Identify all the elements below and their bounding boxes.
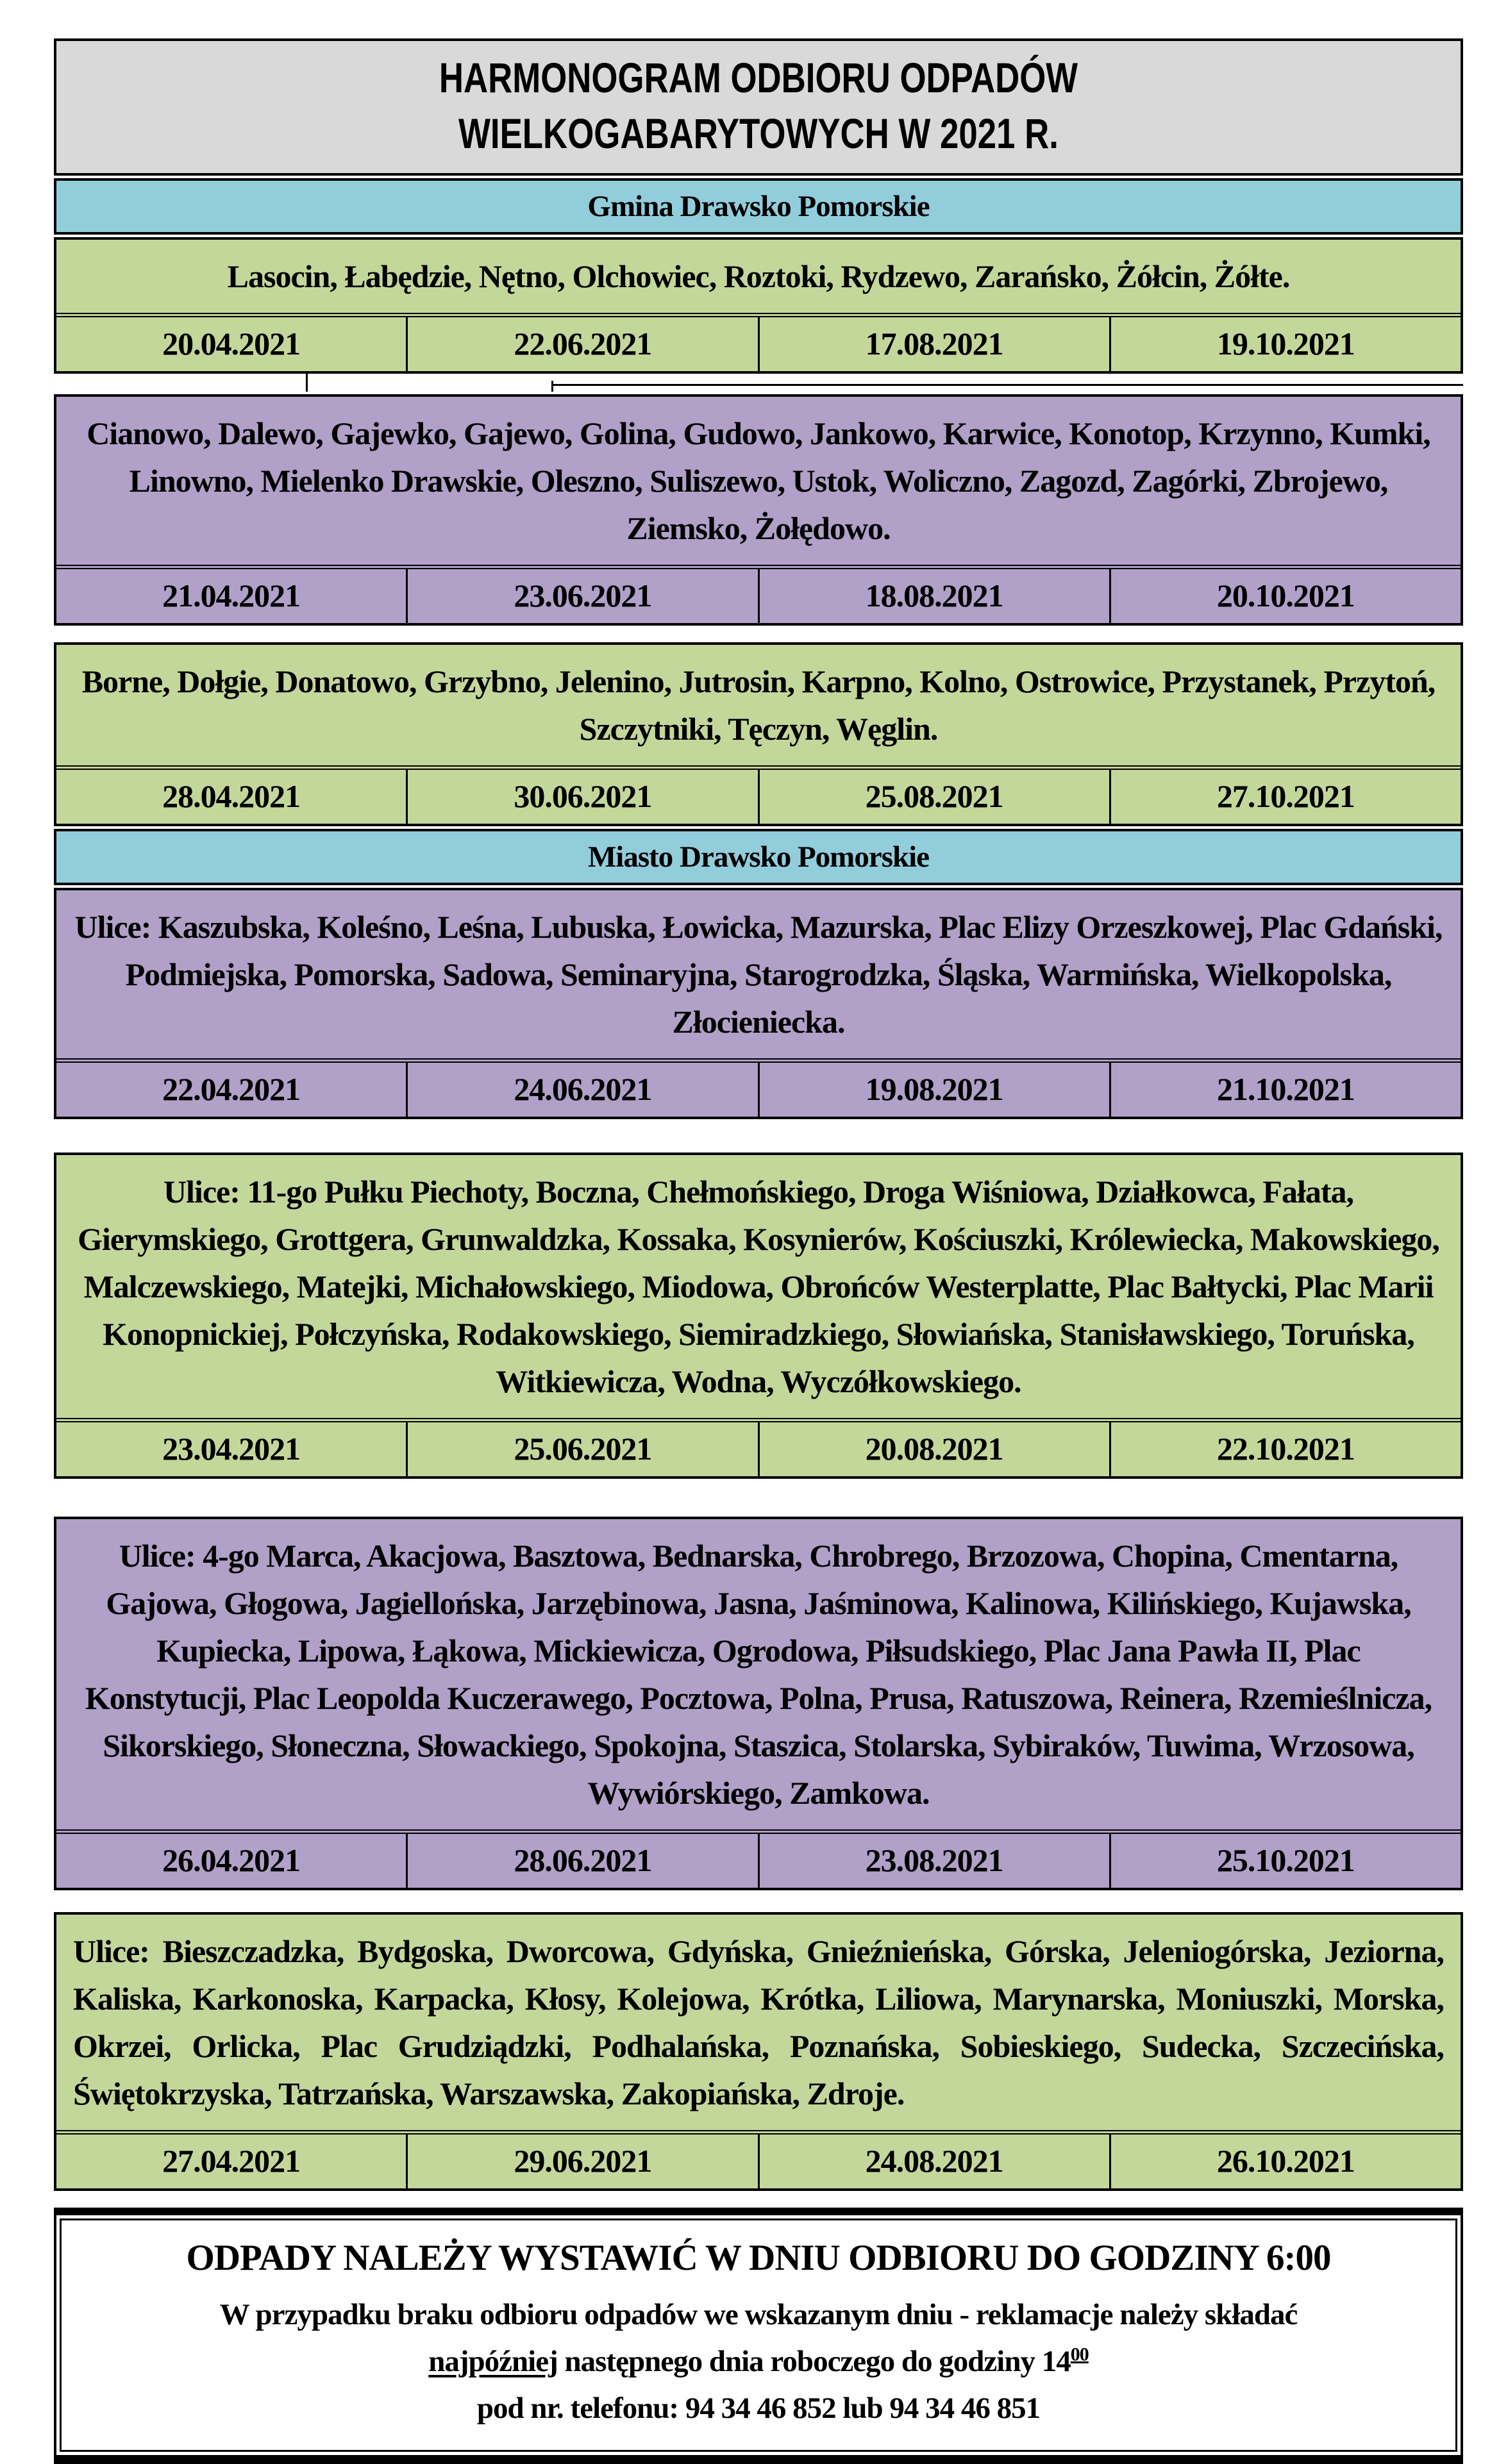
date-cell: 20.08.2021 (758, 1422, 1109, 1476)
date-cell: 22.10.2021 (1109, 1422, 1461, 1476)
date-row (56, 1058, 1461, 1117)
date-row (56, 565, 1461, 623)
date-cell: 17.08.2021 (758, 317, 1109, 371)
date-cell: 21.04.2021 (162, 578, 301, 614)
date-cell: 25.10.2021 (1109, 1834, 1461, 1888)
document-title (54, 38, 1463, 176)
date-cell: 28.06.2021 (406, 1834, 757, 1888)
footer-notice-inner (60, 2218, 1457, 2452)
date-cell: 22.06.2021 (406, 317, 757, 371)
section-gap (54, 1119, 1463, 1150)
date-cell: 27.10.2021 (1109, 770, 1461, 824)
footer-headline: ODPADY NALEŻY WYSTAWIĆ W DNIU ODBIORU DO GODZINY 6:00 (186, 2238, 1331, 2279)
date-cell: 19.10.2021 (1109, 317, 1461, 371)
area-list: Ulice: 4-go Marca, Akacjowa, Basztowa, Bednarska, Chrobrego, Brzozowa, Chopina, Cmentarna, Gajowa, Głogowa, Jagiellońska, Jarzębinowa, Jasna, Jaśminowa, Kalinowa, Kilińskiego, Kujawska, Kupiecka, Lipowa, Łąkowa, Mickiewicza, Ogrodowa, Piłsudskiego, Plac Jana Pawła II, Plac Konstytucji, Plac Leopolda Kuczerawego, Pocztowa, Polna, Prusa, Ratuszowa, Reinera, Rzemieślnicza, Sikorskiego, Słoneczna, Słowackiego, Spokojna, Staszica, Stolarska, Sybiraków, Tuwima, Wrzosowa, Wywiórskiego, Zamkowa. (85, 1538, 1432, 1811)
section-gap (54, 626, 1463, 640)
band-miasto-drawsko-pomorskie (54, 829, 1463, 885)
footer-note (81, 2292, 1436, 2432)
date-row (56, 765, 1461, 824)
schedule-section-11go-pulku (54, 1153, 1463, 1479)
date-row (56, 313, 1461, 371)
area-list: Ulice: Kaszubska, Koleśno, Leśna, Lubuska, Łowicka, Mazurska, Plac Elizy Orzeszkowej, Plac Gdański, Podmiejska, Pomorska, Sadowa, Seminaryjna, Starogrodzka, Śląska, Warmińska, Wielkopolska, Złocieniecka. (74, 909, 1443, 1040)
footer-note-line2: następnego dnia roboczego do godziny 14 (557, 2345, 1071, 2379)
area-list: Cianowo, Dalewo, Gajewko, Gajewo, Golina, Gudowo, Jankowo, Karwice, Konotop, Krzynno, Kumki, Linowno, Mielenko Drawskie, Oleszno, Suliszewo, Ustok, Woliczno, Zagozd, Zagórki, Zbrojewo, Ziemsko, Żołędowo. (87, 415, 1430, 547)
area-list: Lasocin, Łabędzie, Nętno, Olchowiec, Roztoki, Rydzewo, Zarańsko, Żółcin, Żółte. (227, 258, 1290, 295)
date-cell: 30.06.2021 (406, 770, 757, 824)
date-row (56, 2130, 1461, 2188)
date-cell: 26.04.2021 (162, 1842, 301, 1879)
schedule-section-bieszczadzka (54, 1912, 1463, 2191)
schedule-section-borne (54, 642, 1463, 826)
table-border-artifact (306, 374, 308, 392)
footer-notice (54, 2208, 1463, 2464)
band-gmina-drawsko-pomorskie (54, 178, 1463, 235)
area-list: Ulice: 11-go Pułku Piechoty, Boczna, Chełmońskiego, Droga Wiśniowa, Działkowca, Fałata, Gierymskiego, Grottgera, Grunwaldzka, Kossaka, Kosynierów, Kościuszki, Królewiecka, Makowskiego, Malczewskiego, Matejki, Michałowskiego, Miodowa, Obrońców Westerplatte, Plac Bałtycki, Plac Marii Konopnickiej, Połczyńska, Rodakowskiego, Siemiradzkiego, Słowiańska, Stanisławskiego, Toruńska, Witkiewicza, Wodna, Wyczółkowskiego. (78, 1174, 1439, 1400)
date-cell: 23.08.2021 (758, 1834, 1109, 1888)
date-cell: 26.10.2021 (1109, 2135, 1461, 2188)
table-border-artifact (551, 384, 1463, 386)
date-cell: 29.06.2021 (406, 2135, 757, 2188)
date-cell: 19.08.2021 (758, 1063, 1109, 1117)
date-cell: 22.04.2021 (162, 1071, 301, 1108)
footer-underlined-word: najpóźniej (428, 2345, 558, 2379)
title-line-2: WIELKOGABARYTOWYCH W 2021 R. (458, 110, 1059, 158)
date-row (56, 1829, 1461, 1888)
date-cell: 20.04.2021 (162, 326, 301, 362)
section-gap (54, 374, 1463, 392)
date-cell: 20.10.2021 (1109, 569, 1461, 623)
schedule-section-kaszubska (54, 888, 1463, 1119)
schedule-section-cianowo (54, 394, 1463, 626)
date-cell: 24.06.2021 (406, 1063, 757, 1117)
date-row (56, 1418, 1461, 1476)
area-list: Borne, Dołgie, Donatowo, Grzybno, Jelenino, Jutrosin, Karpno, Kolno, Ostrowice, Przystanek, Przytoń, Szczytniki, Tęczyn, Węglin. (81, 663, 1436, 747)
date-cell: 18.08.2021 (758, 569, 1109, 623)
date-cell: 24.08.2021 (758, 2135, 1109, 2188)
band-gmina-label: Gmina Drawsko Pomorskie (587, 190, 930, 224)
date-cell: 23.06.2021 (406, 569, 757, 623)
title-line-1: HARMONOGRAM ODBIORU ODPADÓW (439, 54, 1078, 101)
date-cell: 27.04.2021 (162, 2143, 301, 2179)
date-cell: 28.04.2021 (162, 778, 301, 815)
schedule-section-4go-marca (54, 1517, 1463, 1890)
section-gap (54, 1479, 1463, 1514)
footer-hours-superscript: 00 (1070, 2343, 1089, 2365)
date-cell: 25.06.2021 (406, 1422, 757, 1476)
band-miasto-label: Miasto Drawsko Pomorskie (587, 840, 930, 874)
date-cell: 25.08.2021 (758, 770, 1109, 824)
table-border-artifact (551, 381, 553, 392)
section-gap (54, 1890, 1463, 1910)
footer-phone-line: pod nr. telefonu: 94 34 46 852 lub 94 34 46 851 (476, 2391, 1041, 2425)
date-cell: 21.10.2021 (1109, 1063, 1461, 1117)
date-cell: 23.04.2021 (162, 1431, 301, 1467)
footer-note-line1: W przypadku braku odbioru odpadów we wskazanym dniu - reklamacje należy składać (219, 2298, 1298, 2332)
area-list: Ulice: Bieszczadzka, Bydgoska, Dworcowa, Gdyńska, Gnieźnieńska, Górska, Jeleniogórska, Jeziorna, Kaliska, Karkonoska, Karpacka, Kłosy, Kolejowa, Krótka, Liliowa, Marynarska, Moniuszki, Morska, Okrzei, Orlicka, Plac Grudziądzki, Podhalańska, Poznańska, Sobieskiego, Sudecka, Szczecińska, Świętokrzyska, Tatrzańska, Warszawska, Zakopiańska, Zdroje. (73, 1933, 1444, 2112)
schedule-section-lasocin (54, 237, 1463, 374)
